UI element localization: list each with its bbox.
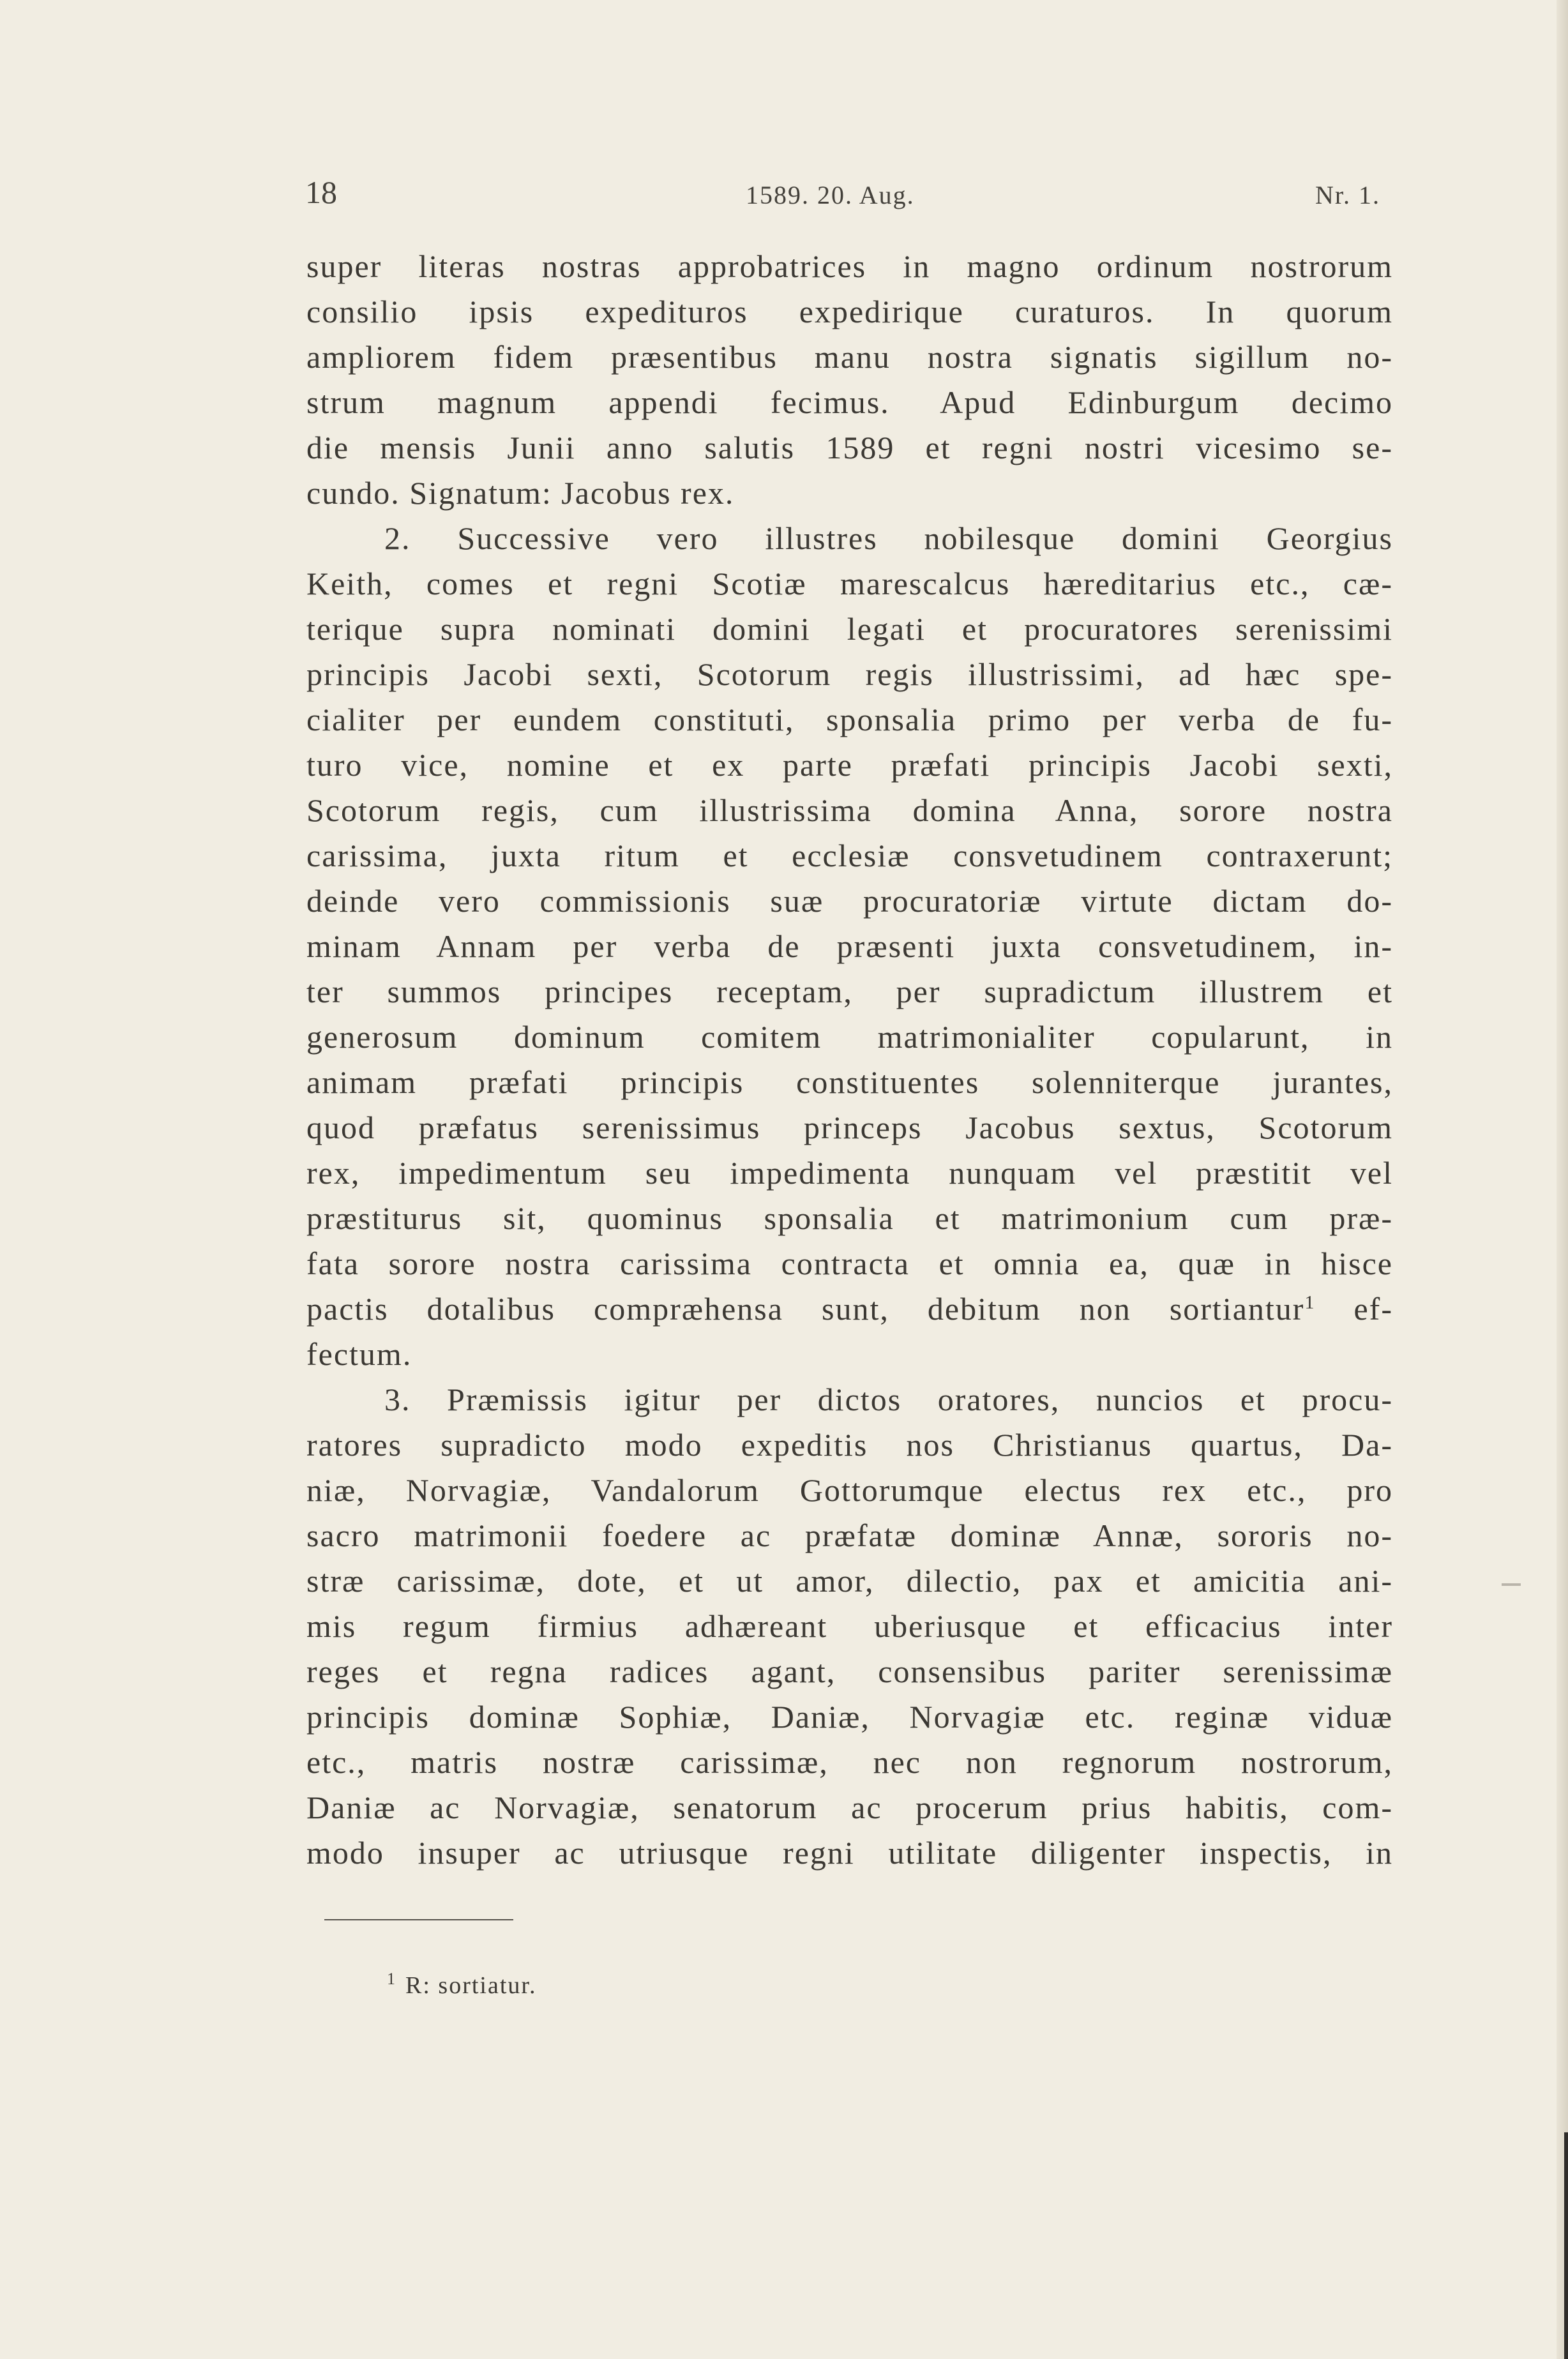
paragraph-3-first-line: 3. Præmissis igitur per dictos oratores, nuncios et procu- <box>384 1382 1393 1417</box>
paragraph-2-first-line: 2. Successive vero illustres nobilesque domini Georgius <box>384 520 1393 556</box>
running-head-date: 1589. 20. Aug. <box>746 181 915 209</box>
text-line: generosum dominum comitem matrimonialiter copularunt, in <box>306 1019 1393 1055</box>
text-line: sacro matrimonii foedere ac præfatæ dominæ Annæ, sororis no- <box>306 1518 1393 1553</box>
text-line: niæ, Norvagiæ, Vandalorum Gottorumque electus rex etc., pro <box>306 1472 1393 1508</box>
text-line: minam Annam per verba de præsenti juxta consvetudinem, in- <box>306 928 1393 964</box>
text-line: cundo. Signatum: Jacobus rex. <box>306 475 735 511</box>
text-line: fata sorore nostra carissima contracta et omnia ea, quæ in hisce <box>306 1246 1393 1281</box>
footnote <box>387 1971 536 2000</box>
text-line-with-footnote <box>306 1286 1393 1332</box>
text-line: consilio ipsis expedituros expedirique curaturos. In quorum <box>306 294 1393 329</box>
text-line: deinde vero commissionis suæ procuratoriæ virtute dictam do- <box>306 883 1393 919</box>
text-line: principis dominæ Sophiæ, Daniæ, Norvagiæ etc. reginæ viduæ <box>306 1699 1393 1735</box>
footnote-marker: 1 <box>387 1970 396 1989</box>
page-number: 18 <box>305 174 337 210</box>
text-line: ter summos principes receptam, per supradictum illustrem et <box>306 974 1393 1009</box>
text-line: terique supra nominati domini legati et procuratores serenissimi <box>306 611 1393 647</box>
text-line: ratores supradicto modo expeditis nos Christianus quartus, Da- <box>306 1427 1393 1463</box>
text-line: etc., matris nostræ carissimæ, nec non regnorum nostrorum, <box>306 1744 1393 1780</box>
text-line: ampliorem fidem præsentibus manu nostra signatis sigillum no- <box>306 339 1393 375</box>
text-line: quod præfatus serenissimus princeps Jacobus sextus, Scotorum <box>306 1110 1393 1145</box>
footnote-divider <box>324 1919 513 1920</box>
text-line: cialiter per eundem constituti, sponsalia primo per verba de fu- <box>306 702 1393 737</box>
text-line: principis Jacobi sexti, Scotorum regis illustrissimi, ad hæc spe- <box>306 656 1393 692</box>
margin-mark <box>1502 1583 1521 1586</box>
text-line: reges et regna radices agant, consensibus pariter serenissimæ <box>306 1654 1393 1689</box>
text-line: Scotorum regis, cum illustrissima domina Anna, sorore nostra <box>306 792 1393 828</box>
text-line: rex, impedimentum seu impedimenta nunquam vel præstitit vel <box>306 1155 1393 1191</box>
text-line: fectum. <box>306 1336 412 1372</box>
text-line: turo vice, nomine et ex parte præfati principis Jacobi sexti, <box>306 747 1393 783</box>
text-line: modo insuper ac utriusque regni utilitate diligenter inspectis, in <box>306 1835 1393 1871</box>
text-line: præstiturus sit, quominus sponsalia et matrimonium cum præ- <box>306 1200 1393 1236</box>
text-line: Daniæ ac Norvagiæ, senatorum ac procerum prius habitis, com- <box>306 1790 1393 1825</box>
text-line: super literas nostras approbatrices in magno ordinum nostrorum <box>306 248 1393 284</box>
text-line: carissima, juxta ritum et ecclesiæ consvetudinem contraxerunt; <box>306 838 1393 873</box>
body-text <box>306 244 1393 1876</box>
page-edge <box>1557 0 1568 2359</box>
text-line: die mensis Junii anno salutis 1589 et regni nostri vicesimo se- <box>306 430 1393 465</box>
page-edge-binding <box>1564 2132 1568 2359</box>
text-line: stræ carissimæ, dote, et ut amor, dilectio, pax et amicitia ani- <box>306 1563 1393 1599</box>
text-line: strum magnum appendi fecimus. Apud Edinburgum decimo <box>306 384 1393 420</box>
text-line-fragment: ef- <box>1315 1291 1393 1327</box>
page-header <box>0 174 1568 212</box>
text-line: animam præfati principis constituentes solenniterque jurantes, <box>306 1064 1393 1100</box>
footnote-reference[interactable]: 1 <box>1304 1292 1316 1313</box>
text-line: mis regum firmius adhæreant uberiusque et efficacius inter <box>306 1608 1393 1644</box>
footnote-text: R: sortiatur. <box>405 1972 537 1999</box>
text-line: Keith, comes et regni Scotiæ marescalcus hæreditarius etc., cæ- <box>306 566 1393 601</box>
document-number: Nr. 1. <box>1315 181 1380 209</box>
text-line-fragment: pactis dotalibus compræhensa sunt, debitum non sortiantur <box>306 1291 1305 1327</box>
